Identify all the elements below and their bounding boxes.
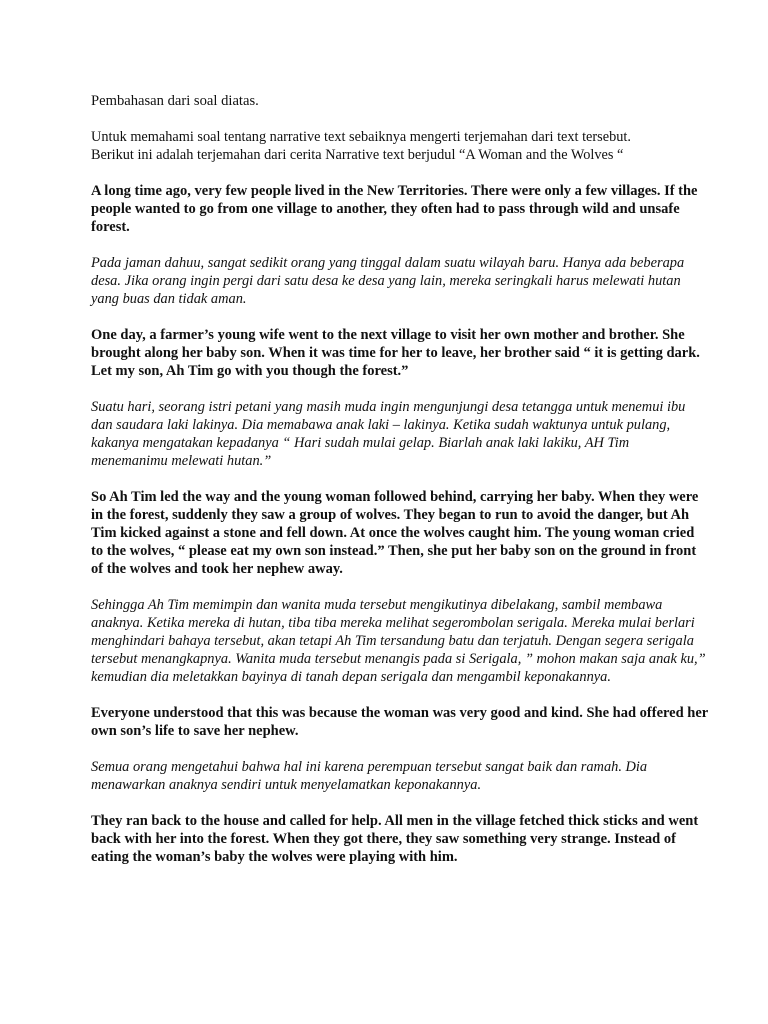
indonesian-translation-2: Suatu hari, seorang istri petani yang masih muda ingin mengunjungi desa tetangga untuk menemui ibu dan saudara laki lakinya. Dia memabawa anak laki – lakinya. Ketika sudah waktunya untuk pulang, kakanya mengatakan kepadanya “ Hari sudah mulai gelap. Biarlah anak laki lakiku, AH Tim menemanimu melewati hutan.” [91,399,686,469]
intro-line-1: Untuk memahami soal tentang narrative text sebaiknya mengerti terjemahan dari text tersebut. [91,129,631,145]
intro-line-2: Berikut ini adalah terjemahan dari cerita Narrative text berjudul “A Woman and the Wolves “ [91,147,624,163]
english-paragraph-4: Everyone understood that this was because the woman was very good and kind. She had offered her own son’s life to save her nephew. [91,705,708,739]
indonesian-translation-1: Pada jaman dahuu, sangat sedikit orang yang tinggal dalam suatu wilayah baru. Hanya ada beberapa desa. Jika orang ingin pergi dari satu desa ke desa yang lain, mereka seringkali harus melewati hutan yang buas dan tidak aman. [91,255,685,307]
english-paragraph-1: A long time ago, very few people lived in the New Territories. There were only a few villages. If the people wanted to go from one village to another, they often had to pass through wild and unsafe forest. [91,183,698,235]
indonesian-translation-4: Semua orang mengetahui bahwa hal ini karena perempuan tersebut sangat baik dan ramah. Dia menawarkan anaknya sendiri untuk menyelamatkan keponakannya. [91,759,648,793]
english-paragraph-5: They ran back to the house and called for help. All men in the village fetched thick sticks and went back with her into the forest. When they got there, they saw something very strange. Instead of eating the woman’s baby the wolves were playing with him. [91,813,699,865]
intro-heading: Pembahasan dari soal diatas. [91,93,259,109]
english-paragraph-3: So Ah Tim led the way and the young woman followed behind, carrying her baby. When they were in the forest, suddenly they saw a group of wolves. They began to run to avoid the danger, but Ah Tim kicked against a stone and fell down. At once the wolves caught him. The young woman cried to the wolves, “ please eat my own son instead.” Then, she put her baby son on the ground in front of the wolves and took her nephew away. [91,489,699,577]
indonesian-translation-3: Sehingga Ah Tim memimpin dan wanita muda tersebut mengikutinya dibelakang, sambil membawa anaknya. Ketika mereka di hutan, tiba tiba mereka melihat segerombolan serigala. Mereka mulai berlari menghindari bahaya tersebut, akan tetapi Ah Tim tersandung batu dan terjatuh. Dengan segera serigala tersebut menangkapnya. Wanita muda tersebut menangis pada si Serigala, ” mohon makan saja anak ku,” kemudian dia meletakkan bayinya di tanah depan serigala dan mengambil keponakannya. [91,597,706,685]
intro-block [91,128,708,164]
english-paragraph-2: One day, a farmer’s young wife went to the next village to visit her own mother and brother. She brought along her baby son. When it was time for her to leave, her brother said “ it is getting dark. Let my son, Ah Tim go with you though the forest.” [91,327,700,379]
